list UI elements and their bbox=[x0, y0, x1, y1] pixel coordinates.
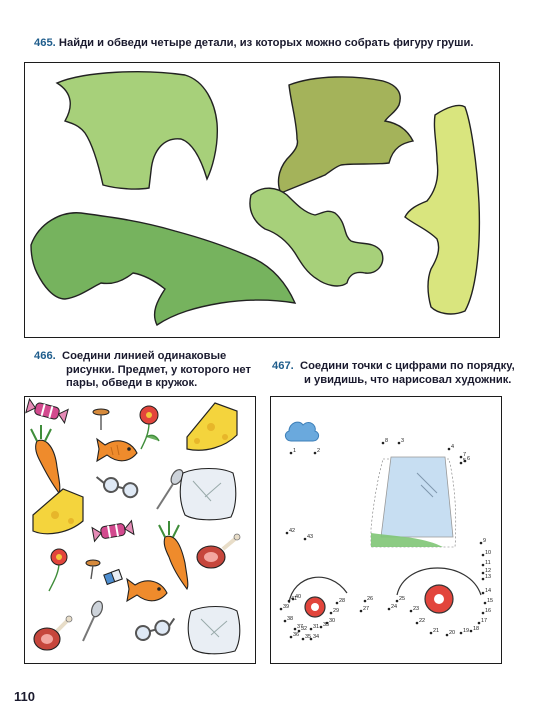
task-466-heading bbox=[34, 350, 251, 391]
pillow-icon[interactable] bbox=[180, 469, 236, 520]
dot[interactable] bbox=[280, 608, 283, 611]
cloud-icon bbox=[285, 422, 318, 441]
dot-label: 14 bbox=[485, 588, 492, 594]
ham-icon[interactable] bbox=[34, 616, 72, 650]
dot-label: 15 bbox=[487, 598, 494, 604]
matching-pictures-panel bbox=[24, 396, 256, 664]
dot[interactable] bbox=[286, 532, 289, 535]
eraser-icon[interactable] bbox=[104, 570, 122, 585]
dot-label: 43 bbox=[307, 534, 314, 540]
dot-label: 12 bbox=[485, 568, 492, 574]
dot-label: 8 bbox=[385, 438, 389, 444]
dot[interactable] bbox=[330, 612, 333, 615]
dot-label: 7 bbox=[463, 452, 467, 458]
dot[interactable] bbox=[460, 462, 463, 465]
dot[interactable] bbox=[480, 542, 483, 545]
dot[interactable] bbox=[314, 452, 317, 455]
dot-label: 21 bbox=[433, 628, 440, 634]
dot[interactable] bbox=[320, 626, 323, 629]
dot[interactable] bbox=[482, 592, 485, 595]
pushpin-icon[interactable] bbox=[93, 409, 109, 430]
dot[interactable] bbox=[464, 460, 467, 463]
tractor-wheel bbox=[397, 568, 481, 613]
task-number: 465. bbox=[34, 37, 56, 49]
dot-label: 36 bbox=[293, 632, 300, 638]
dot[interactable] bbox=[478, 622, 481, 625]
candy-icon[interactable] bbox=[92, 521, 134, 542]
dot[interactable] bbox=[310, 628, 313, 631]
dot-label: 3 bbox=[401, 438, 405, 444]
dot[interactable] bbox=[482, 564, 485, 567]
dot-label: 26 bbox=[367, 596, 374, 602]
dot[interactable] bbox=[336, 602, 339, 605]
dot[interactable] bbox=[448, 448, 451, 451]
dot-label: 38 bbox=[287, 616, 294, 622]
dot[interactable] bbox=[482, 554, 485, 557]
pear-piece-5[interactable] bbox=[31, 213, 295, 325]
dot-label: 29 bbox=[333, 608, 340, 614]
glasses-icon[interactable] bbox=[134, 617, 177, 641]
dot[interactable] bbox=[484, 602, 487, 605]
dot[interactable] bbox=[290, 452, 293, 455]
pushpin-icon[interactable] bbox=[86, 560, 100, 579]
fish-icon[interactable] bbox=[127, 579, 167, 601]
dot-label: 32 bbox=[301, 626, 308, 632]
dot-label: 24 bbox=[391, 604, 398, 610]
dot-label: 31 bbox=[313, 624, 320, 630]
ham-icon[interactable] bbox=[197, 534, 240, 568]
dot-label: 11 bbox=[485, 560, 491, 566]
dot[interactable] bbox=[388, 608, 391, 611]
dot[interactable] bbox=[470, 630, 473, 633]
task-text-line: и увидишь, что нарисовал художник. bbox=[304, 373, 512, 386]
pear-pieces-drawing bbox=[25, 63, 501, 339]
dot[interactable] bbox=[460, 632, 463, 635]
candy-icon[interactable] bbox=[26, 399, 68, 423]
dot-label: 37 bbox=[297, 624, 304, 630]
flower-icon[interactable] bbox=[140, 406, 159, 449]
task-number: 466. bbox=[34, 350, 56, 362]
task-text-line: пары, обведи в кружок. bbox=[66, 377, 198, 389]
pear-piece-2[interactable] bbox=[279, 77, 413, 193]
dot-label: 40 bbox=[295, 594, 302, 600]
dot[interactable] bbox=[294, 628, 297, 631]
dot-label: 2 bbox=[317, 448, 321, 454]
dot[interactable] bbox=[482, 612, 485, 615]
task-467-heading bbox=[272, 360, 515, 387]
dot-label: 30 bbox=[329, 618, 336, 624]
dot-to-dot-panel bbox=[270, 396, 502, 664]
cheese-icon[interactable] bbox=[33, 489, 83, 534]
pillow-icon[interactable] bbox=[188, 607, 240, 654]
carrot-icon[interactable] bbox=[31, 425, 60, 493]
dot[interactable] bbox=[382, 442, 385, 445]
dot-label: 27 bbox=[363, 606, 370, 612]
dot-label: 34 bbox=[313, 634, 320, 640]
dot-label: 39 bbox=[283, 604, 290, 610]
task-number: 467. bbox=[272, 360, 294, 372]
dot-label: 33 bbox=[323, 622, 330, 628]
dot-label: 28 bbox=[339, 598, 346, 604]
dot-label: 4 bbox=[451, 444, 455, 450]
cheese-icon[interactable] bbox=[187, 403, 237, 450]
dot[interactable] bbox=[396, 600, 399, 603]
dot[interactable] bbox=[446, 634, 449, 637]
dot[interactable] bbox=[288, 600, 291, 603]
pear-piece-1[interactable] bbox=[57, 72, 217, 189]
dot[interactable] bbox=[284, 620, 287, 623]
dot[interactable] bbox=[398, 442, 401, 445]
fish-icon[interactable] bbox=[97, 439, 137, 461]
dot[interactable] bbox=[430, 632, 433, 635]
task-text-line: Соедини линией одинаковые bbox=[62, 350, 227, 362]
dot-label: 19 bbox=[463, 628, 470, 634]
task-465-heading bbox=[34, 37, 473, 51]
dot-label: 13 bbox=[485, 574, 492, 580]
dot-label: 23 bbox=[413, 606, 420, 612]
dot-label: 10 bbox=[485, 550, 492, 556]
dot[interactable] bbox=[364, 600, 367, 603]
dot-label: 22 bbox=[419, 618, 426, 624]
flower-icon[interactable] bbox=[49, 549, 67, 591]
dot-label: 1 bbox=[293, 448, 297, 454]
dot[interactable] bbox=[482, 578, 485, 581]
dot-label: 42 bbox=[289, 528, 296, 534]
dot[interactable] bbox=[416, 622, 419, 625]
dot[interactable] bbox=[410, 610, 413, 613]
dot-label: 6 bbox=[467, 456, 471, 462]
page-number: 110 bbox=[14, 689, 35, 704]
dot-label: 20 bbox=[449, 630, 456, 636]
dot[interactable] bbox=[290, 636, 293, 639]
dot-label: 18 bbox=[473, 626, 480, 632]
spoon-icon[interactable] bbox=[83, 600, 104, 641]
dot-label: 17 bbox=[481, 618, 488, 624]
task-text-line: рисунки. Предмет, у которого нет bbox=[66, 363, 251, 376]
dot[interactable] bbox=[482, 572, 485, 575]
dot-label: 16 bbox=[485, 608, 492, 614]
dot-label: 41 bbox=[291, 596, 298, 602]
carrot-icon[interactable] bbox=[159, 521, 188, 589]
dot-label: 35 bbox=[305, 634, 312, 640]
dot-label: 25 bbox=[399, 596, 406, 602]
dot[interactable] bbox=[460, 456, 463, 459]
dot[interactable] bbox=[360, 610, 363, 613]
pear-piece-3[interactable] bbox=[405, 105, 479, 314]
task-text-line: Соедини точки с цифрами по порядку, bbox=[300, 360, 515, 372]
tractor-cab bbox=[371, 457, 456, 547]
pear-pieces-panel bbox=[24, 62, 500, 338]
dot-label: 9 bbox=[483, 538, 487, 544]
task-text: Найди и обведи четыре детали, из которых можно собрать фигуру груши. bbox=[58, 37, 474, 49]
dot[interactable] bbox=[302, 638, 305, 641]
dot[interactable] bbox=[304, 538, 307, 541]
glasses-icon[interactable] bbox=[94, 474, 139, 499]
